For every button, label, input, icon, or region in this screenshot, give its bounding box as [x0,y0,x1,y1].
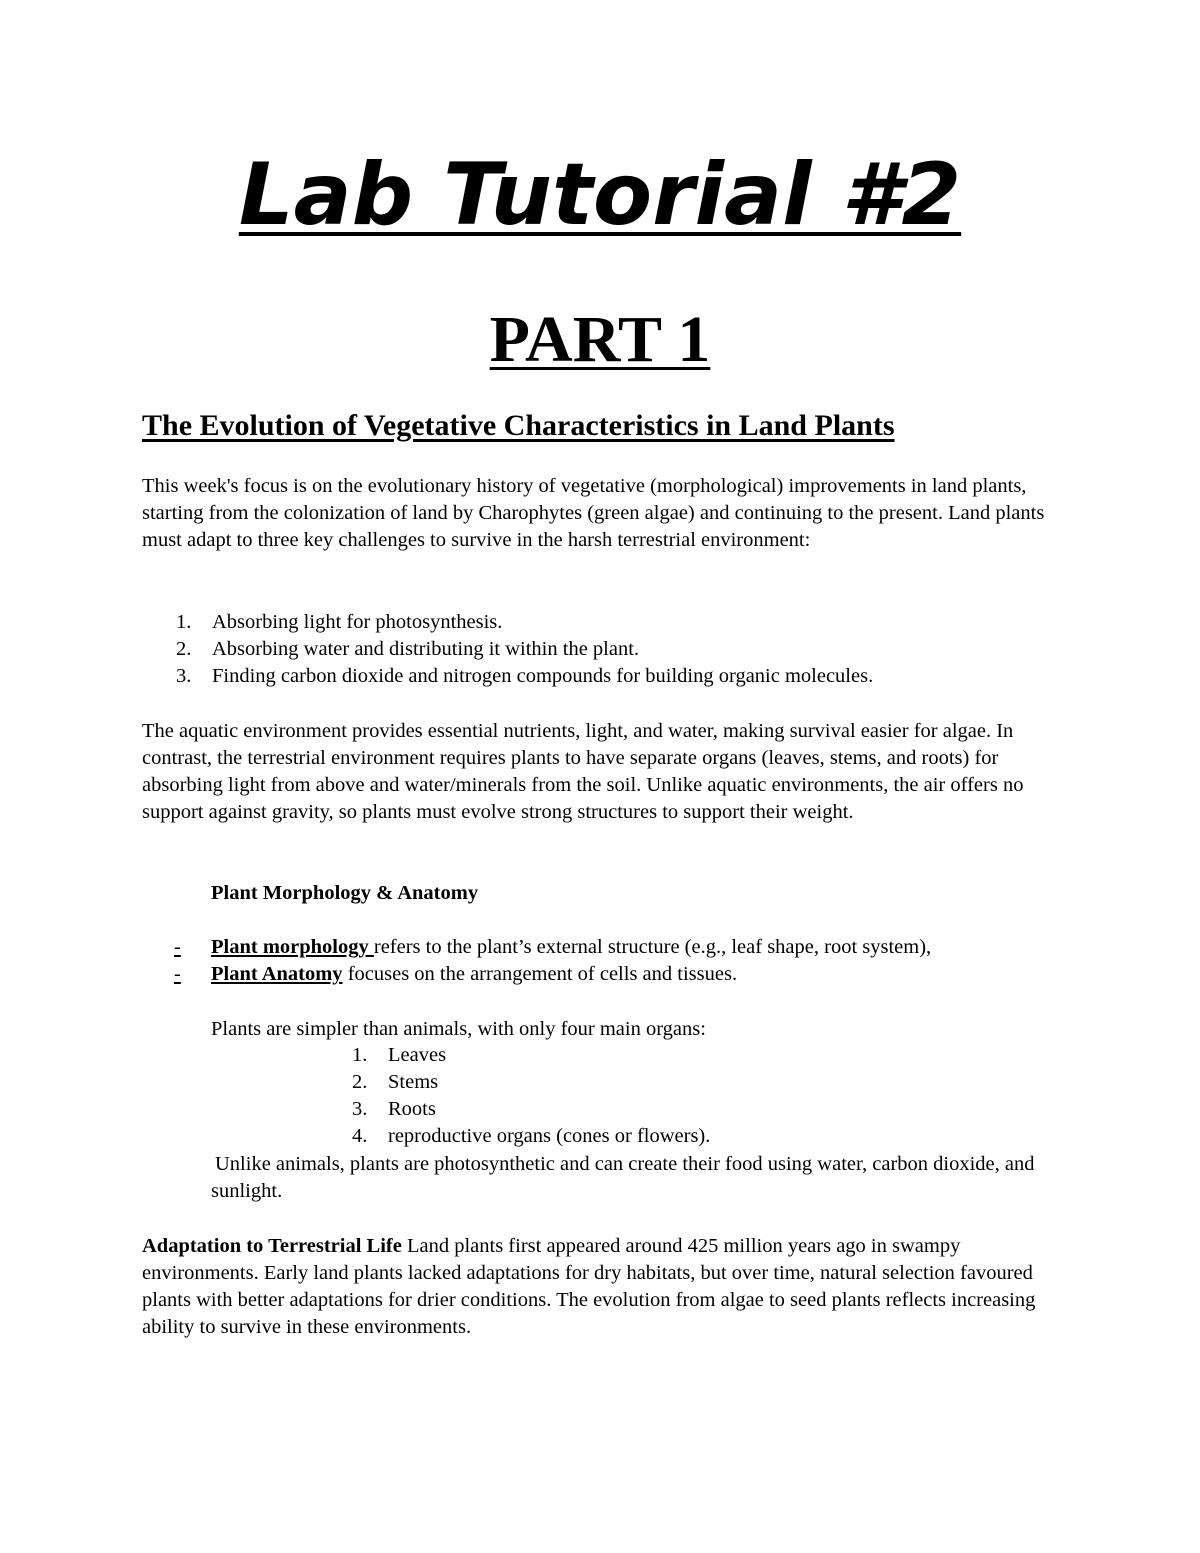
list-item [142,1123,1062,1150]
environment-paragraph: The aquatic environment provides essential nutrients, light, and water, making survival easier for algae. In contrast, the terrestrial environment requires plants to have separate organs (leaves, stems, and roots) for absorbing light from above and water/minerals from the soil. Unlike aquatic environments, the air offers no support against gravity, so plants must evolve strong structures to support their weight. [142,720,1024,823]
definition-term: Plant morphology [211,936,374,958]
list-item-text: reproductive organs (cones or flowers). [388,1125,711,1147]
definition-text: refers to the plant’s external structure (e.g., leaf shape, root system), [373,936,932,958]
list-item-text: Stems [388,1071,439,1093]
section-title: The Evolution of Vegetative Characteristics in Land Plants [142,409,895,442]
list-item-text: Absorbing water and distributing it within the plant. [212,638,640,660]
list-item [142,609,1062,636]
definition-anatomy [174,961,737,988]
list-item [142,636,1062,663]
list-item [142,1042,1062,1069]
list-item [142,1069,1062,1096]
definition-term: Plant Anatomy [211,963,343,985]
list-item-text: Leaves [388,1044,447,1066]
list-item-text: Absorbing light for photosynthesis. [212,611,503,633]
list-item [142,663,1062,690]
morphology-heading: Plant Morphology & Anatomy [211,882,479,904]
adaptation-text: Land plants first appeared around 425 million years ago in swampy environments. Early land plants lacked adaptations for dry habitats, but over time, natural selection favoured plants with better adaptations for drier conditions. The evolution from algae to seed plants reflects increasing ability to survive in these environments. [142,1235,1036,1338]
definition-text: focuses on the arrangement of cells and tissues. [342,963,738,985]
list-number: 1. [176,611,192,633]
list-number: 2. [176,638,192,660]
challenges-list [142,609,1062,690]
dash-bullet: - [174,963,181,985]
list-item [142,1096,1062,1123]
unlike-animals-paragraph: Unlike animals, plants are photosynthetic and can create their food using water, carbon dioxide, and sunlight. [211,1153,1035,1202]
dash-bullet: - [174,936,181,958]
list-number: 3. [176,665,192,687]
organs-intro: Plants are simpler than animals, with only four main organs: [211,1018,706,1040]
part-title: PART 1 [489,303,711,376]
definition-morphology [174,934,931,961]
adaptation-paragraph [142,1233,1062,1341]
document-title: Lab Tutorial #2 [238,145,962,245]
organs-list [142,1042,1062,1150]
list-number: 3. [352,1098,368,1120]
list-number: 1. [352,1044,368,1066]
intro-paragraph: This week's focus is on the evolutionary history of vegetative (morphological) improvements in land plants, starting from the colonization of land by Charophytes (green algae) and continuing to the present. Land plants must adapt to three key challenges to survive in the harsh terrestrial environment: [142,475,1045,551]
list-number: 4. [352,1125,368,1147]
adaptation-heading: Adaptation to Terrestrial Life [142,1235,402,1257]
list-item-text: Roots [388,1098,436,1120]
list-item-text: Finding carbon dioxide and nitrogen compounds for building organic molecules. [212,665,874,687]
list-number: 2. [352,1071,368,1093]
